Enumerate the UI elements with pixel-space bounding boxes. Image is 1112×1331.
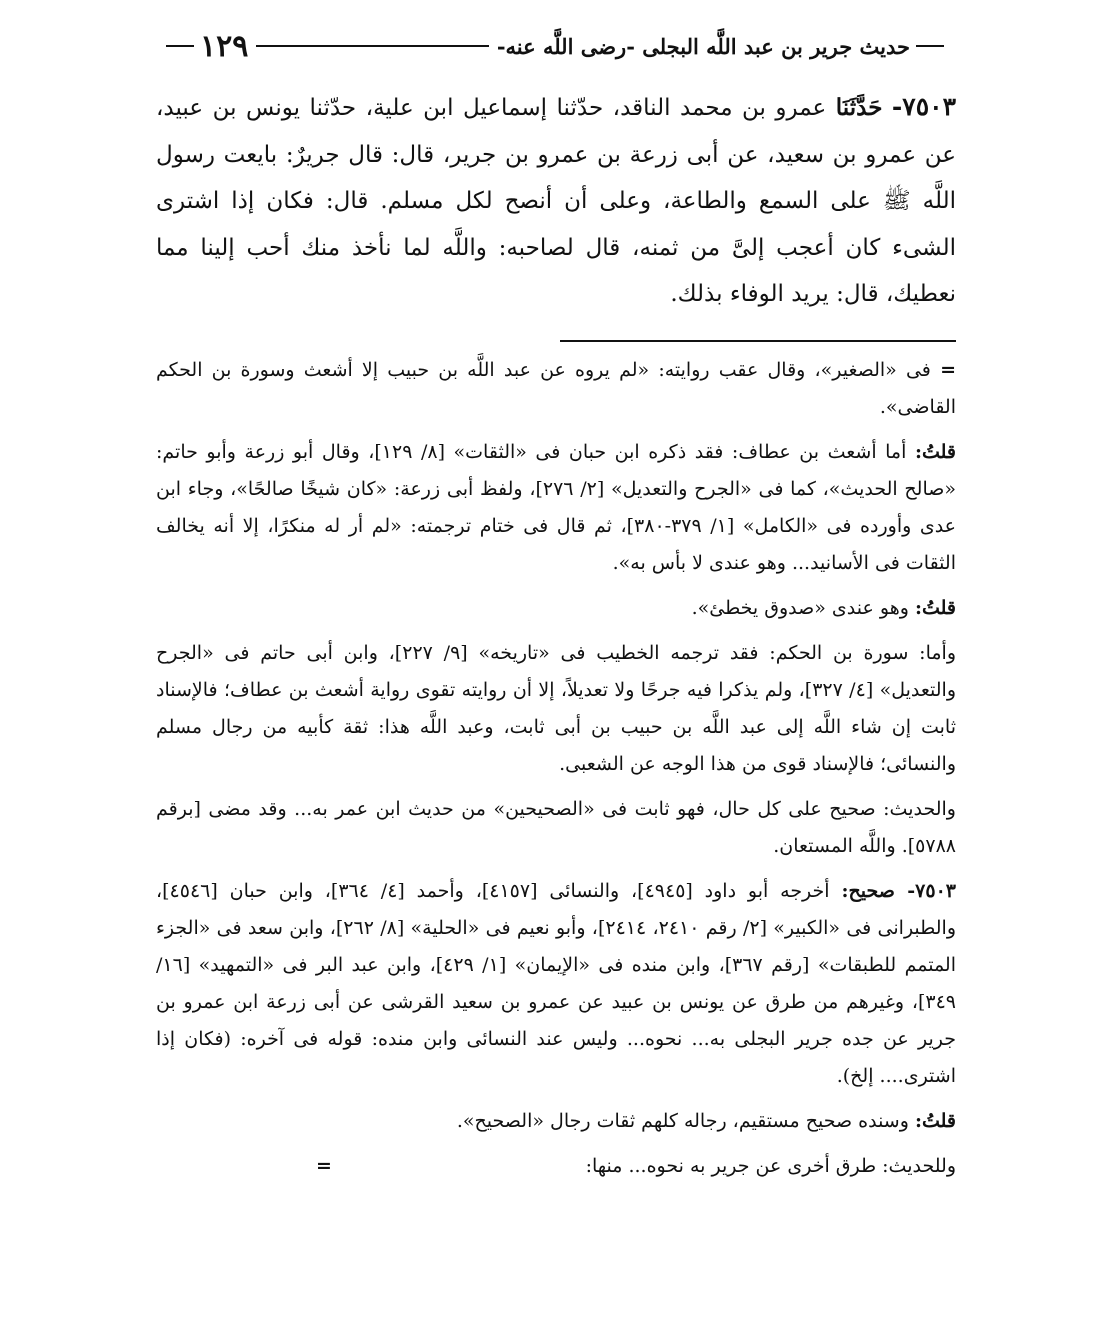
last-line-text: وللحديث: طرق أخرى عن جرير به نحوه... منها: — [585, 1155, 956, 1177]
footnote-continuation — [156, 352, 956, 426]
hadith-number: ٧٥٠٣- — [891, 92, 957, 121]
footnote-7503 — [156, 873, 956, 1095]
footnote-qult-3 — [156, 1103, 956, 1140]
header-dash — [916, 45, 944, 47]
hadith-opening: حَدَّثَنَا — [835, 94, 883, 121]
running-header — [160, 26, 950, 66]
footnotes — [156, 352, 956, 1193]
hadith-text — [156, 84, 956, 318]
qult-text: وهو عندى «صدوق يخطئ». — [691, 597, 909, 619]
qult-label: قلتُ: — [914, 441, 956, 463]
continuation-mark: = — [940, 359, 956, 381]
takhrij-label: ٧٥٠٣- صحيح: — [841, 880, 956, 902]
header-dash — [166, 45, 194, 47]
qult-text: وسنده صحيح مستقيم، رجاله كلهم ثقات رجال «الصحيح». — [456, 1110, 909, 1132]
footnote-qult-1 — [156, 434, 956, 582]
qult-label: قلتُ: — [914, 1110, 956, 1132]
header-title: حديث جرير بن عبد اللَّه البجلى -رضى اللَّه عنه- — [496, 33, 910, 59]
hadith-body: عمرو بن محمد الناقد، حدّثنا إسماعيل ابن علية، حدّثنا يونس بن عبيد، عن عمرو بن سعيد، عن أبى زرعة بن عمرو بن جرير، قال: قال جريرٌ: بايعت رسول اللَّه ﷺ على السمع والطاعة، وعلى أن أنصح لكل مسلم. قال: فكان إذا اشترى الشىء كان أعجب إلىَّ من ثمنه، قال لصاحبه: واللَّه لما نأخذ منك أحب إلينا مما نعطيك، قال: يريد الوفاء بذلك. — [156, 95, 956, 307]
footnote-hadith-status: والحديث: صحيح على كل حال، فهو ثابت فى «الصحيحين» من حديث ابن عمر به... وقد مضى [برقم ٥٧٨٨]. واللَّه المستعان. — [156, 798, 956, 857]
footnote-sawra: وأما: سورة بن الحكم: فقد ترجمه الخطيب فى «تاريخه» [٩/ ٢٢٧]، وابن أبى حاتم فى «الجرح والتعديل» [٤/ ٣٢٧]، ولم يذكرا فيه جرحًا ولا تعديلاً، إلا أن روايته تقوى رواية أشعث بن عطاف؛ فالإسناد ثابت إن شاء اللَّه إلى عبد اللَّه بن حبيب بن أبى ثابت، وعبد اللَّه هذا: ثقة كأبيه من رجال مسلم والنسائى؛ فالإسناد قوى من هذا الوجه عن الشعبى. — [156, 642, 956, 775]
footnote-separator — [560, 340, 956, 342]
continuation-end-mark: = — [316, 1155, 332, 1177]
continuation-text: فى «الصغير»، وقال عقب روايته: «لم يروه عن عبد اللَّه بن حبيب إلا أشعث وسورة بن الحكم القاضى». — [156, 359, 956, 418]
qult-label: قلتُ: — [914, 597, 956, 619]
footnote-qult-2 — [156, 590, 956, 627]
footnote-last-line — [156, 1148, 956, 1185]
qult-text: أما أشعث بن عطاف: فقد ذكره ابن حبان فى «الثقات» [٨/ ١٢٩]، وقال أبو زرعة وأبو حاتم: «صالح الحديث»، كما فى «الجرح والتعديل» [٢/ ٢٧٦]، ولفظ أبى زرعة: «كان شيخًا صالحًا»، وجاء ابن عدى وأورده فى «الكامل» [١/ ٣٧٩-٣٨٠]، ثم قال فى ختام ترجمته: «لم أر له منكرًا، إلا أنه يخالف الثقات فى الأسانيد... وهو عندى لا بأس به». — [156, 441, 957, 574]
takhrij-text: أخرجه أبو داود [٤٩٤٥]، والنسائى [٤١٥٧]، وأحمد [٤/ ٣٦٤]، وابن حبان [٤٥٤٦]، والطبرانى فى «الكبير» [٢/ رقم ٢٤١٠، ٢٤١٤]، وأبو نعيم فى «الحلية» [٨/ ٢٦٢]، وابن سعد فى «الجزء المتمم للطبقات» [رقم ٣٦٧]، وابن منده فى «الإيمان» [١/ ٤٢٩]، وابن عبد البر فى «التمهيد» [١٦/ ٣٤٩]، وغيرهم من طرق عن يونس بن عبيد عن عمرو بن سعيد القرشى عن أبى زرعة ابن عمرو بن جرير عن جده جرير البجلى به... نحوه... وليس عند النسائى وابن منده: قوله فى آخره: (فكان إذا اشترى.... إلخ). — [156, 880, 956, 1087]
page-number: ١٢٩ — [200, 28, 249, 64]
header-rule — [256, 45, 488, 47]
